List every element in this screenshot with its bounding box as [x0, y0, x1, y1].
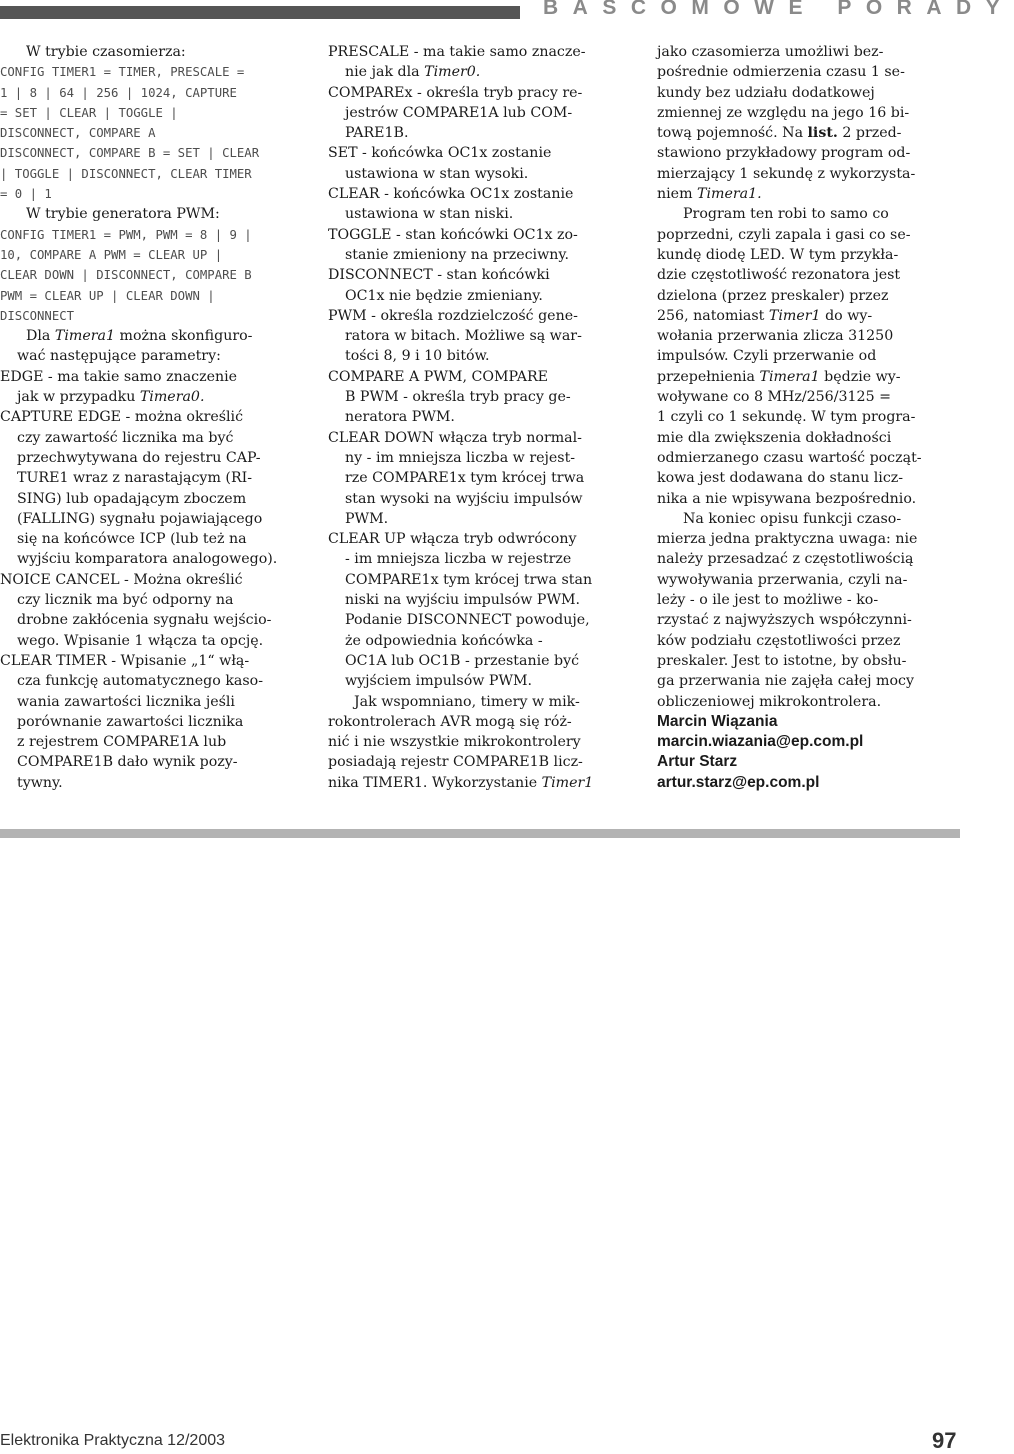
text-line: nie jak dla Timer0.	[345, 64, 481, 81]
text-line: niski na wyjściu impulsów PWM.	[345, 592, 581, 609]
text-line: pośrednie odmierzenia czasu 1 se-	[657, 64, 905, 81]
text-line: jak w przypadku Timera0.	[17, 389, 205, 406]
text-line: W trybie czasomierza:	[26, 44, 186, 60]
text-line: B PWM - określa tryb pracy ge-	[345, 389, 571, 406]
text-line: nika TIMER1. Wykorzystanie Timer1	[328, 774, 594, 791]
code-line: = 0 | 1	[0, 187, 52, 202]
text-line: CLEAR - końcówka OC1x zostanie	[328, 186, 574, 203]
text-line: rzystać z najwyższych współczynni-	[657, 612, 912, 629]
text-line: cza funkcję automatycznego kaso-	[17, 673, 263, 690]
text-line: Na koniec opisu funkcji czaso-	[683, 510, 902, 527]
text-line: ków podziału częstotliwości przez	[657, 632, 901, 649]
text-line: PARE1B.	[345, 125, 409, 142]
page-number: 97	[932, 1428, 957, 1453]
text-line: wołania przerwania zlicza 31250	[657, 328, 894, 345]
code-line: DISCONNECT, COMPARE B = SET | CLEAR	[0, 146, 260, 161]
text-line: TURE1 wraz z narastającym (RI-	[17, 470, 253, 487]
column-3	[657, 42, 960, 793]
text-line: wywoływania przerwania, czyli na-	[657, 571, 908, 588]
column-2	[328, 42, 633, 793]
text-line: 1 czyli co 1 sekundę. W tym progra-	[657, 409, 916, 426]
column-1	[0, 42, 302, 793]
text-line: NOICE CANCEL - Można określić	[0, 571, 243, 588]
text-line: CAPTURE EDGE - można określić	[0, 409, 244, 426]
text-line: wyjściu komparatora analogowego).	[17, 551, 278, 568]
code-line: 1 | 8 | 64 | 256 | 1024, CAPTURE	[0, 85, 237, 100]
text-line: posiadają rejestr COMPARE1B licz-	[328, 754, 583, 771]
text-line: stawiono przykładowy program od-	[657, 145, 911, 162]
text-line: - im mniejsza liczba w rejestrze	[345, 551, 572, 568]
code-line: CONFIG TIMER1 = TIMER, PRESCALE =	[0, 65, 245, 80]
text-line: kundy bez udziału dodatkowej	[657, 84, 875, 101]
text-line: kowa jest dodawana do stanu licz-	[657, 470, 904, 487]
author-name: Marcin Wiązania	[657, 712, 778, 730]
text-line: tową pojemność. Na list. 2 przed-	[657, 125, 902, 142]
text-line: neratora PWM.	[345, 409, 455, 426]
text-line: W trybie generatora PWM:	[26, 206, 220, 223]
code-line: | TOGGLE | DISCONNECT, CLEAR TIMER	[0, 166, 252, 181]
text-line: ratora w bitach. Możliwe są war-	[345, 328, 582, 345]
text-line: OC1A lub OC1B - przestanie być	[345, 652, 580, 669]
text-line: SING) lub opadającym zboczem	[17, 490, 247, 507]
text-line: obliczeniowej mikrokontrolera.	[657, 693, 882, 710]
text-line: TOGGLE - stan końcówki OC1x zo-	[328, 226, 578, 243]
text-line: PWM - określa rozdzielczość gene-	[328, 307, 578, 324]
text-line: Jak wspomniano, timery w mik-	[354, 693, 580, 710]
text-line: się na końcówce ICP (lub też na	[17, 531, 247, 548]
text-line: CLEAR DOWN włącza tryb normal-	[328, 429, 582, 446]
text-line: wyjściem impulsów PWM.	[345, 673, 533, 690]
text-line: drobne zakłócenia sygnału wejścio-	[17, 612, 272, 629]
text-line: PRESCALE - ma takie samo znacze-	[328, 44, 586, 60]
text-line: przepełnienia Timera1 będzie wy-	[657, 368, 901, 385]
text-line: czy licznik ma być odporny na	[17, 592, 234, 609]
text-line: stan wysoki na wyjściu impulsów	[345, 490, 583, 507]
text-line: przechwytywana do rejestru CAP-	[17, 449, 261, 466]
listing-reference: list.	[807, 125, 838, 142]
text-line: DISCONNECT - stan końcówki	[328, 267, 550, 284]
code-line: DISCONNECT	[0, 308, 75, 323]
text-line: ny - im mniejsza liczba w rejest-	[345, 449, 576, 466]
text-line: rze COMPARE1x tym krócej trwa	[345, 470, 585, 487]
text-line: ustawiona w stan niski.	[345, 206, 514, 223]
text-line: PWM.	[345, 510, 389, 527]
code-line: CONFIG TIMER1 = PWM, PWM = 8 | 9 |	[0, 227, 252, 242]
text-line: wego. Wpisanie 1 włącza ta opcję.	[17, 632, 264, 649]
text-line: wać następujące parametry:	[17, 348, 221, 365]
text-line: dzielona (przez preskaler) przez	[657, 287, 889, 304]
text-line: 256, natomiast Timer1 do wy-	[657, 307, 873, 324]
text-line: preskaler. Jest to istotne, by obsłu-	[657, 652, 907, 669]
text-line: należy przesadzać z częstotliwością	[657, 551, 914, 568]
text-line: z rejestrem COMPARE1A lub	[17, 734, 227, 751]
text-line: jestrów COMPARE1A lub COM-	[345, 104, 573, 121]
text-line: porównanie zawartości licznika	[17, 713, 244, 730]
author-email[interactable]: artur.starz@ep.com.pl	[657, 773, 820, 791]
text-line: Program ten robi to samo co	[683, 206, 889, 223]
text-line: rokontrolerach AVR mogą się róż-	[328, 713, 572, 730]
footer-divider	[0, 829, 960, 838]
text-line: CLEAR TIMER - Wpisanie „1“ włą-	[0, 652, 250, 669]
text-line: nić i nie wszystkie mikrokontrolery	[328, 734, 581, 751]
author-name: Artur Starz	[657, 753, 738, 771]
text-line: Podanie DISCONNECT powoduje,	[345, 612, 590, 629]
text-line: leży - o ile jest to możliwe - ko-	[657, 592, 879, 609]
text-line: stanie zmieniony na przeciwny.	[345, 246, 570, 263]
text-line: nika a nie wpisywana bezpośrednio.	[657, 490, 917, 507]
code-line: DISCONNECT, COMPARE A	[0, 126, 156, 141]
section-title: BASCOMOWE PORADY	[543, 0, 1014, 19]
text-line: wania zawartości licznika jeśli	[17, 693, 235, 710]
text-line: czy zawartość licznika ma być	[17, 429, 234, 446]
text-line: woływane co 8 MHz/256/3125 =	[657, 389, 891, 406]
text-line: Dla Timera1 można skonfiguro-	[26, 328, 253, 345]
header-bar	[0, 6, 520, 19]
code-line: 10, COMPARE A PWM = CLEAR UP |	[0, 247, 223, 262]
text-line: CLEAR UP włącza tryb odwrócony	[328, 531, 577, 548]
text-line: niem Timera1.	[657, 186, 762, 203]
text-line: COMPARE1B dało wynik pozy-	[17, 754, 238, 771]
text-line: zmiennej ze względu na jego 16 bi-	[657, 104, 910, 121]
text-line: odmierzanego czasu wartość począt-	[657, 449, 922, 466]
code-line: PWM = CLEAR UP | CLEAR DOWN |	[0, 288, 215, 303]
text-line: mierzający 1 sekundę z wykorzysta-	[657, 165, 916, 182]
text-line: OC1x nie będzie zmieniany.	[345, 287, 543, 304]
text-line: ga przerwania nie zajęła całej mocy	[657, 673, 914, 690]
text-line: tywny.	[17, 774, 63, 791]
text-line: że odpowiednia końcówka -	[345, 632, 543, 649]
code-line: CLEAR DOWN | DISCONNECT, COMPARE B	[0, 268, 252, 283]
text-line: poprzedni, czyli zapala i gasi co se-	[657, 226, 911, 243]
text-line: ustawiona w stan wysoki.	[345, 165, 529, 182]
text-line: tości 8, 9 i 10 bitów.	[345, 348, 490, 365]
text-line: SET - końcówka OC1x zostanie	[328, 145, 552, 162]
code-line: = SET | CLEAR | TOGGLE |	[0, 105, 178, 120]
magazine-issue: Elektronika Praktyczna 12/2003	[0, 1432, 226, 1449]
text-line: mierza jedna praktyczna uwaga: nie	[657, 531, 918, 548]
text-line: COMPARE1x tym krócej trwa stan	[345, 571, 593, 588]
text-line: EDGE - ma takie samo znaczenie	[0, 368, 238, 385]
text-line: impulsów. Czyli przerwanie od	[657, 348, 877, 365]
text-line: jako czasomierza umożliwi bez-	[657, 44, 884, 60]
text-line: mie dla zwiększenia dokładności	[657, 429, 892, 446]
text-line: (FALLING) sygnału pojawiającego	[17, 510, 263, 527]
text-line: COMPAREx - określa tryb pracy re-	[328, 84, 583, 101]
author-email[interactable]: marcin.wiazania@ep.com.pl	[657, 733, 864, 751]
text-line: dzie częstotliwość rezonatora jest	[657, 267, 901, 284]
text-line: kundę diodę LED. W tym przykła-	[657, 246, 899, 263]
text-line: COMPARE A PWM, COMPARE	[328, 368, 549, 385]
